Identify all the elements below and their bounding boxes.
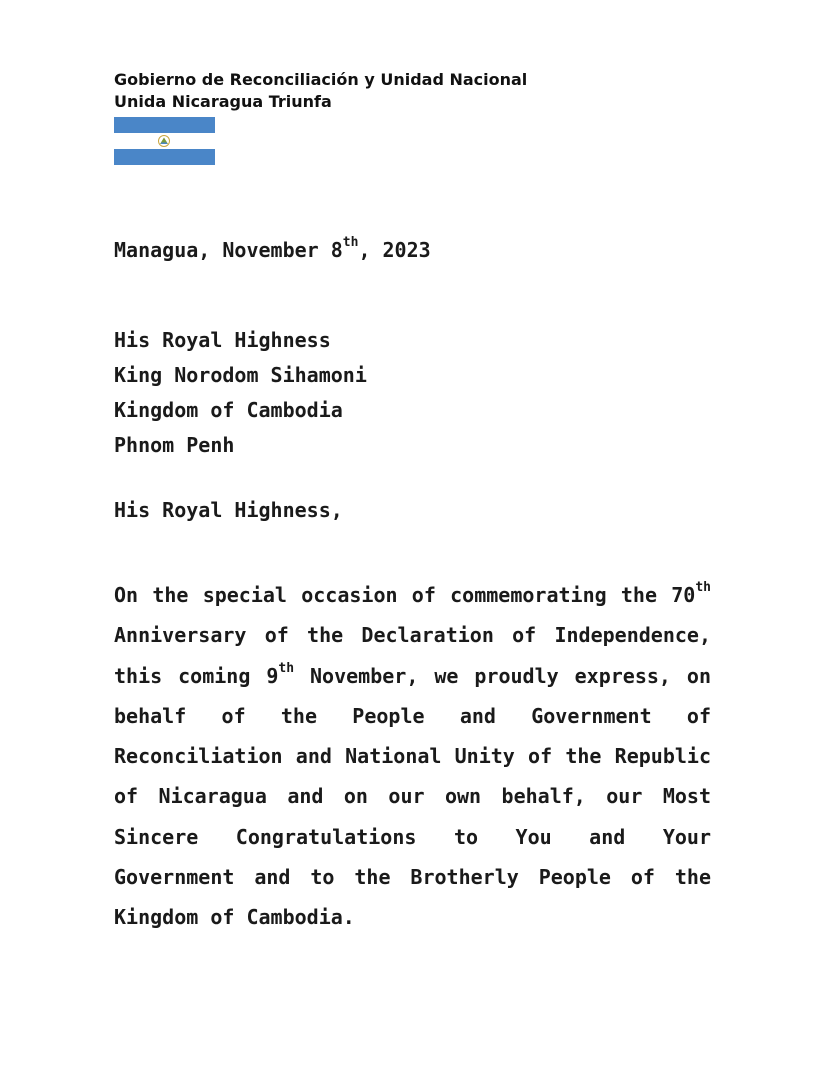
nicaragua-flag-icon <box>114 117 215 165</box>
body-paragraph: On the special occasion of commemorating the 70th Anniversary of the Declaration of Independence, this coming 9th November, we proudly express, on behalf of the People and Government of Reconciliation and National Unity of the Republic of Nicaragua and on our own behalf, our Most Sincere Congratulations to You and Your Government and to the Brotherly People of the Kingdom of Cambodia. <box>114 580 711 930</box>
letterhead <box>114 69 527 113</box>
letterhead-slogan: Unida Nicaragua Triunfa <box>114 92 332 111</box>
salutation: His Royal Highness, <box>114 498 343 522</box>
recipient-line: Kingdom of Cambodia <box>114 398 343 422</box>
letterhead-government-name: Gobierno de Reconciliación y Unidad Nacional <box>114 70 528 89</box>
recipient-address <box>114 323 367 463</box>
recipient-line: King Norodom Sihamoni <box>114 363 367 387</box>
recipient-line: His Royal Highness <box>114 328 331 352</box>
recipient-line: Phnom Penh <box>114 433 235 457</box>
letter-date: Managua, November 8th, 2023 <box>114 235 431 262</box>
